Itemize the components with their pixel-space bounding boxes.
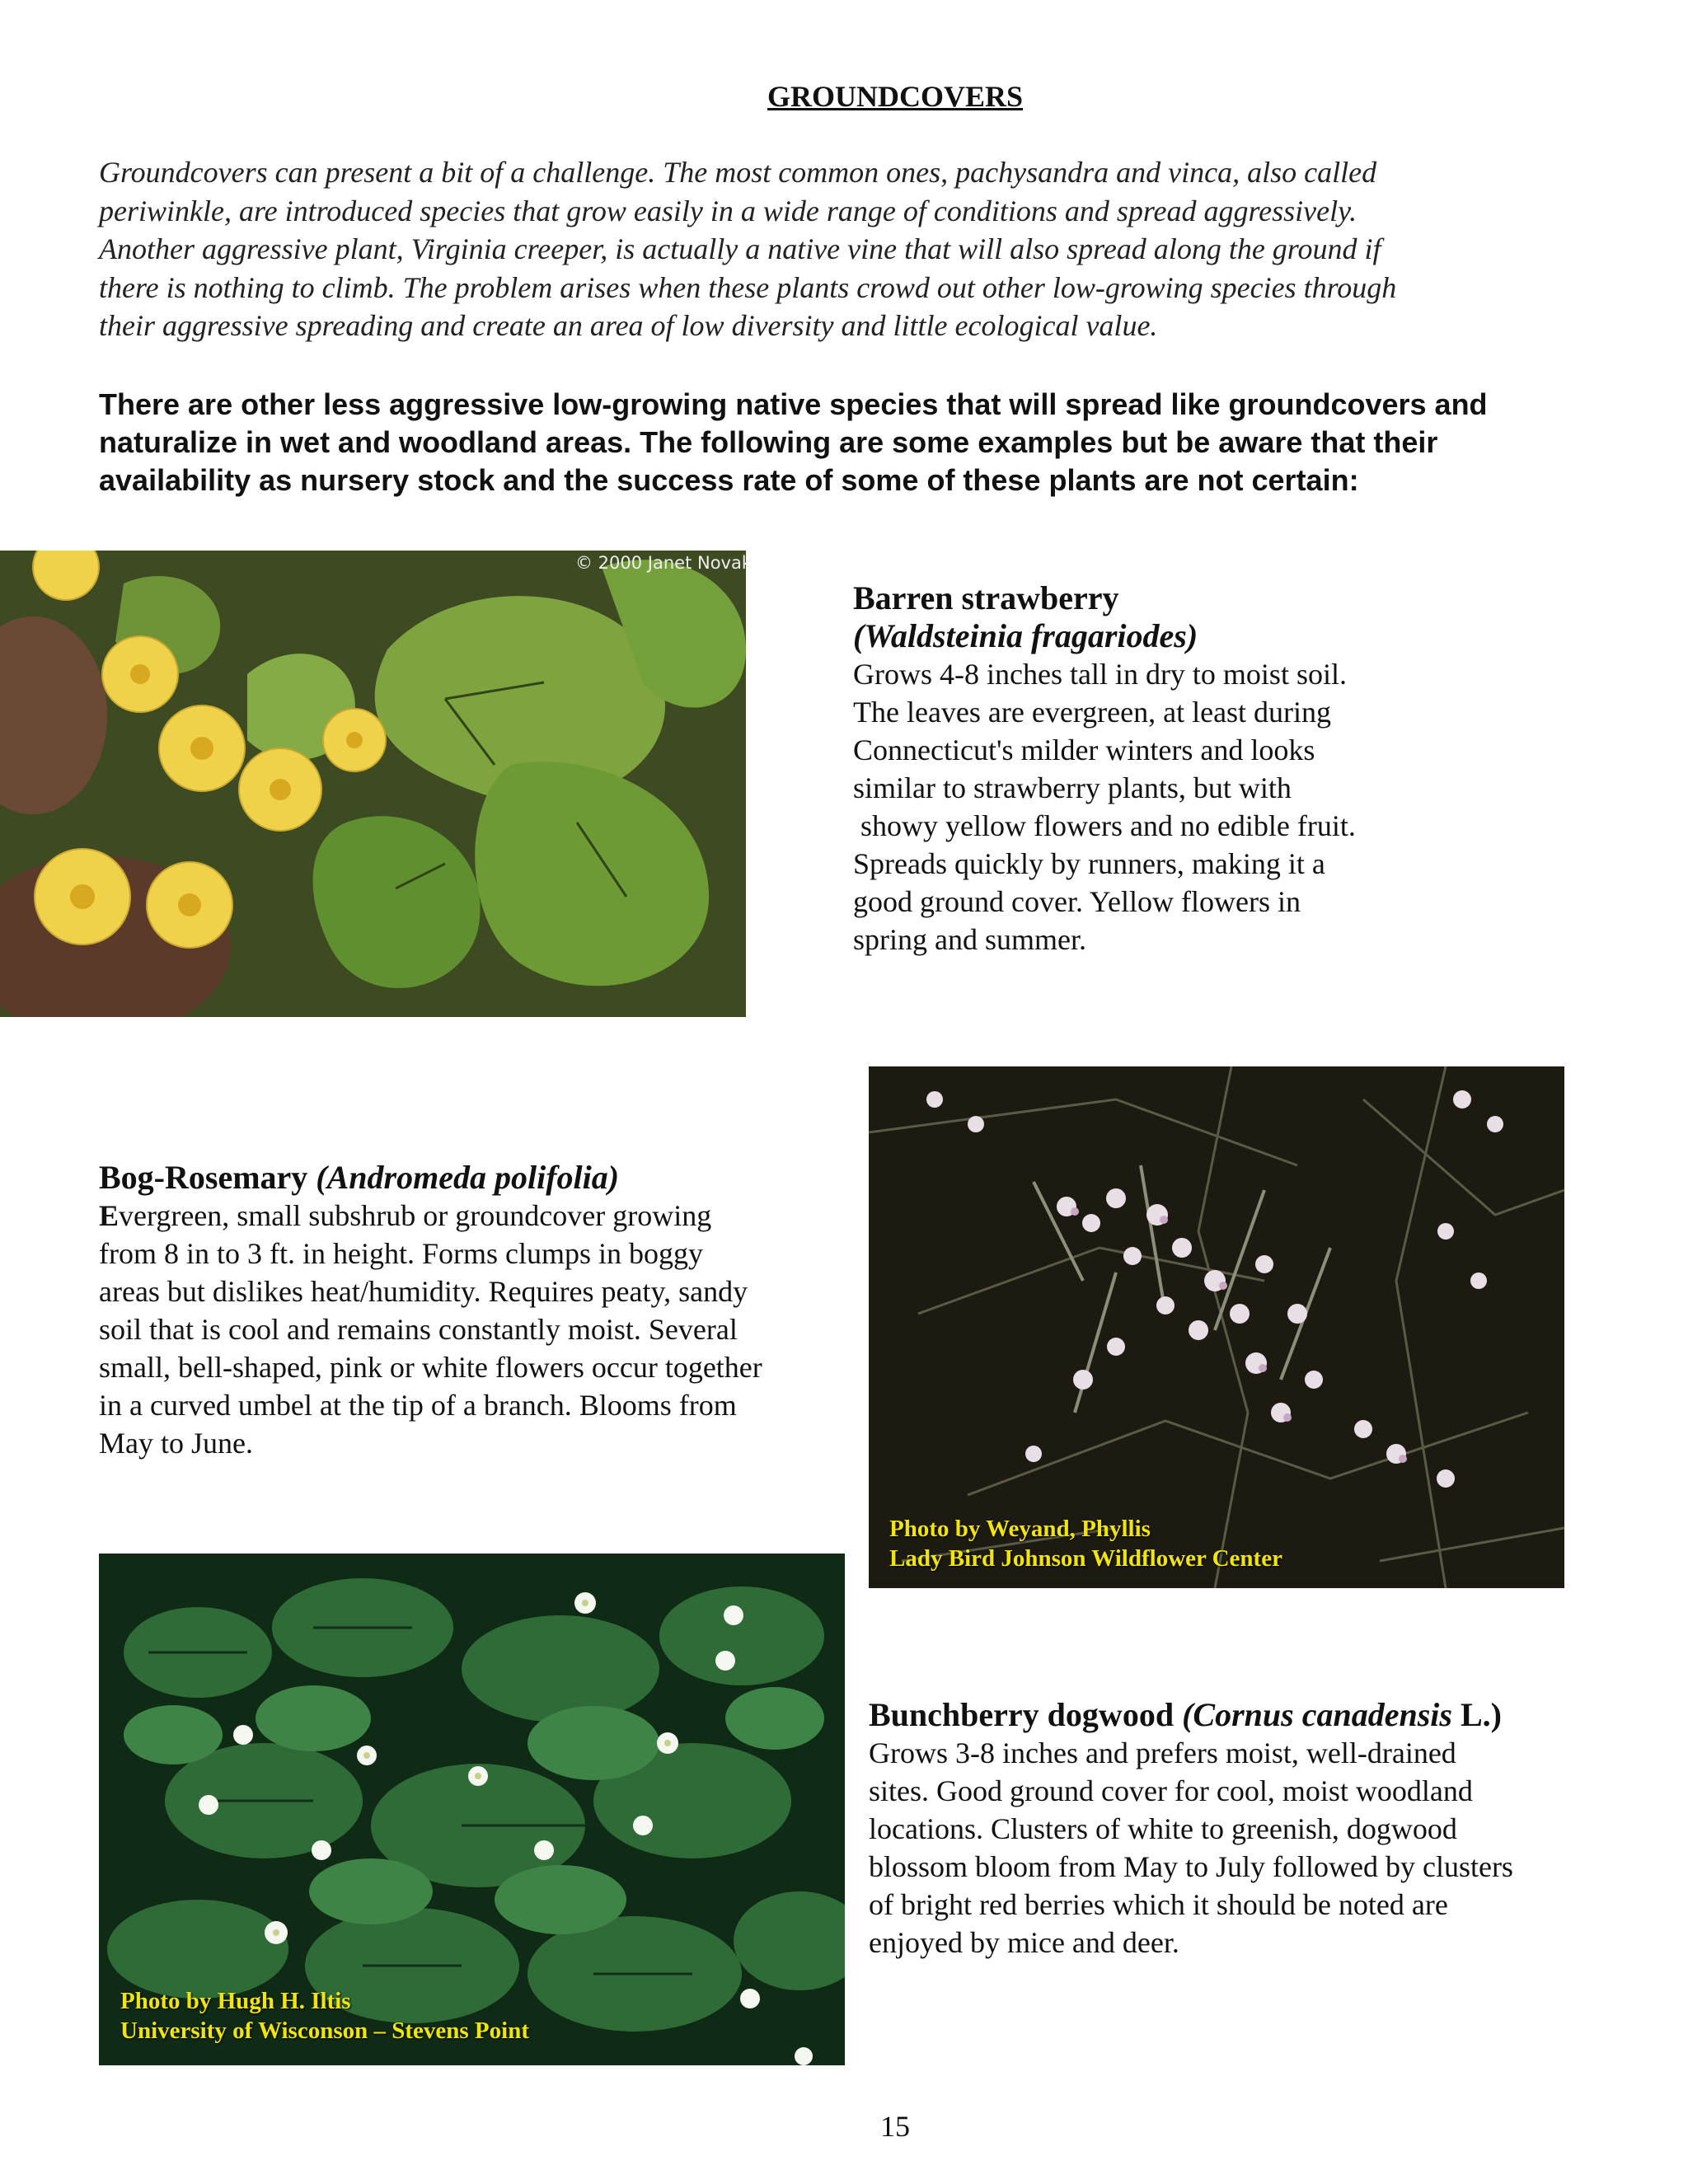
- credit-line: Photo by Weyand, Phyllis: [889, 1516, 1151, 1542]
- text-line: from 8 in to 3 ft. in height. Forms clumps in boggy: [99, 1237, 703, 1270]
- bog-rosemary-photo: [869, 1066, 1564, 1588]
- intro-line: there is nothing to climb. The problem arises when these plants crowd out other low-growing species through: [99, 270, 1397, 304]
- bunchberry-description: [869, 1696, 1643, 1961]
- text-line: enjoyed by mice and deer.: [869, 1926, 1179, 1959]
- text-line: vergreen, small subshrub or groundcover growing: [119, 1199, 712, 1232]
- plant-text: [99, 1197, 857, 1462]
- text-line: good ground cover. Yellow flowers in: [853, 885, 1301, 918]
- text-line: locations. Clusters of white to greenish, dogwood: [869, 1812, 1457, 1845]
- photo-watermark: © 2000 Janet Novak: [575, 553, 753, 573]
- photo-credit: [889, 1514, 1282, 1573]
- text-line: small, bell-shaped, pink or white flowers occur together: [99, 1351, 762, 1384]
- intro-line: Groundcovers can present a bit of a challenge. The most common ones, pachysandra and vinca, also called: [99, 156, 1377, 189]
- first-letter: E: [99, 1199, 120, 1232]
- plant-text: [869, 1734, 1643, 1961]
- credit-line: University of Wisconson – Stevens Point: [120, 2018, 529, 2044]
- text-line: May to June.: [99, 1427, 253, 1460]
- plant-name: Barren strawberry: [853, 579, 1119, 616]
- credit-line: Lady Bird Johnson Wildflower Center: [889, 1545, 1282, 1572]
- plant-authority: L.): [1451, 1696, 1502, 1733]
- text-line: Grows 4-8 inches tall in dry to moist soil.: [853, 658, 1347, 691]
- text-line: Spreads quickly by runners, making it a: [853, 847, 1325, 880]
- intro-line: Another aggressive plant, Virginia creeper, is actually a native vine that will also spread along the ground if: [99, 232, 1381, 265]
- intro-paragraph: [99, 153, 1582, 345]
- text-line: areas but dislikes heat/humidity. Requires peaty, sandy: [99, 1275, 748, 1308]
- page-title: GROUNDCOVERS: [767, 80, 1024, 113]
- plant-text: [853, 655, 1595, 958]
- text-line: in a curved umbel at the tip of a branch. Blooms from: [99, 1389, 737, 1422]
- text-line: of bright red berries which it should be noted are: [869, 1888, 1448, 1921]
- credit-line: Photo by Hugh H. Iltis: [120, 1988, 351, 2014]
- plant-name: Bog-Rosemary: [99, 1159, 316, 1196]
- text-line: The leaves are evergreen, at least during: [853, 696, 1332, 729]
- plant-latin-name: (Andromeda polifolia): [316, 1159, 620, 1196]
- page-number: 15: [880, 2110, 910, 2143]
- text-line: similar to strawberry plants, but with: [853, 771, 1292, 804]
- plant-name: Bunchberry dogwood: [869, 1696, 1183, 1733]
- barren-strawberry-photo: [0, 551, 746, 1017]
- photo-credit: [120, 1986, 529, 2046]
- native-species-note: [99, 386, 1550, 499]
- text-line: showy yellow flowers and no edible fruit.: [853, 809, 1356, 842]
- intro-line: periwinkle, are introduced species that grow easily in a wide range of conditions and spread aggressively.: [99, 194, 1357, 227]
- text-line: spring and summer.: [853, 923, 1086, 956]
- intro-line: their aggressive spreading and create an area of low diversity and little ecological value.: [99, 309, 1158, 342]
- plant-latin-name: (Waldsteinia fragariodes): [853, 617, 1198, 654]
- text-line: blossom bloom from May to July followed by clusters: [869, 1850, 1513, 1883]
- note-line: naturalize in wet and woodland areas. The following are some examples but be aware that their: [99, 425, 1438, 459]
- barren-strawberry-description: [853, 579, 1595, 958]
- note-line: There are other less aggressive low-growing native species that will spread like groundcovers and: [99, 387, 1488, 421]
- note-line: availability as nursery stock and the success rate of some of these plants are not certain:: [99, 463, 1359, 497]
- text-line: soil that is cool and remains constantly moist. Several: [99, 1313, 738, 1346]
- plant-latin-name: (Cornus canadensis: [1182, 1696, 1452, 1733]
- text-line: Connecticut's milder winters and looks: [853, 733, 1315, 766]
- text-line: sites. Good ground cover for cool, moist woodland: [869, 1774, 1473, 1807]
- text-line: Grows 3-8 inches and prefers moist, well-drained: [869, 1736, 1456, 1769]
- bog-rosemary-description: [99, 1159, 857, 1462]
